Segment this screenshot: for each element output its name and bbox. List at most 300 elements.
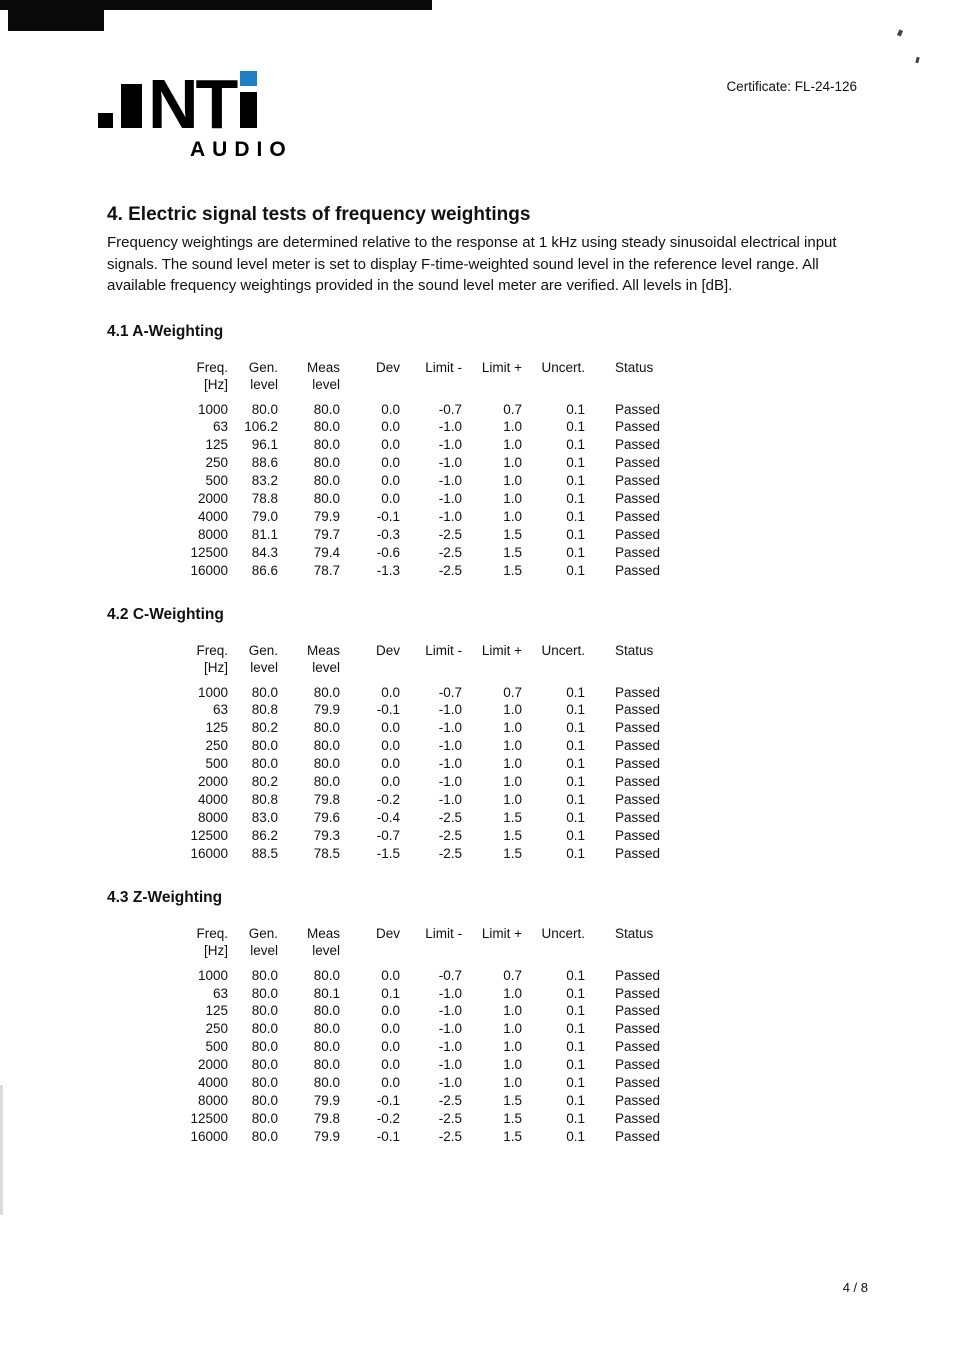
logo-bar-icon <box>98 113 113 128</box>
scan-artifact <box>8 4 104 31</box>
value-cell: -2.5 <box>438 845 462 861</box>
column-subheader <box>400 942 462 967</box>
value-cell: -0.2 <box>376 1110 400 1126</box>
value-cell: 79.0 <box>251 508 278 524</box>
value-cell: 0.0 <box>381 491 400 507</box>
column-header: Status <box>615 359 654 375</box>
value-cell: 16000 <box>190 1128 228 1144</box>
table-row <box>182 544 705 562</box>
value-cell: 79.4 <box>313 544 340 560</box>
value-cell: 80.0 <box>313 437 340 453</box>
value-cell: 80.0 <box>251 1128 278 1144</box>
column-header: Status <box>615 642 654 658</box>
value-cell: 1.5 <box>503 827 522 843</box>
value-cell: 0.1 <box>566 1003 585 1019</box>
value-cell: 80.0 <box>251 401 278 417</box>
column-subheader: level <box>312 377 340 392</box>
status-cell: Passed <box>615 455 661 471</box>
value-cell: 80.0 <box>251 1039 278 1055</box>
value-cell: 4000 <box>197 1075 228 1091</box>
value-cell: 0.7 <box>503 967 522 983</box>
table-row <box>182 845 705 863</box>
value-cell: 0.1 <box>566 491 585 507</box>
column-header: Freq. <box>196 925 228 941</box>
column-subheader: level <box>312 660 340 676</box>
value-cell: 80.0 <box>313 1021 340 1037</box>
column-subheader <box>340 376 400 401</box>
value-cell: -1.0 <box>438 1057 462 1073</box>
value-cell: 79.3 <box>313 827 340 843</box>
value-cell: 0.1 <box>566 845 585 861</box>
value-cell: 1000 <box>197 401 228 417</box>
table-row <box>182 827 705 845</box>
column-subheader <box>585 942 705 967</box>
value-cell: 0.1 <box>566 702 585 718</box>
value-cell: 80.0 <box>251 1021 278 1037</box>
value-cell: 0.1 <box>566 792 585 807</box>
value-cell: 0.7 <box>503 684 522 700</box>
column-subheader <box>340 659 400 684</box>
column-header: Dev <box>375 642 400 658</box>
value-cell: 0.1 <box>566 1021 585 1037</box>
value-cell: 0.1 <box>566 809 585 825</box>
column-header: Gen. <box>248 642 278 658</box>
value-cell: 0.7 <box>503 401 522 417</box>
subsection-title: 4.2 C-Weighting <box>107 605 224 623</box>
column-subheader <box>462 376 522 401</box>
value-cell: 1.0 <box>503 702 522 718</box>
column-subheader <box>585 659 705 684</box>
value-cell: 63 <box>212 419 228 435</box>
logo-blue-dot-icon <box>240 71 257 86</box>
value-cell: 0.1 <box>566 1092 585 1108</box>
value-cell: 0.0 <box>381 1021 400 1037</box>
value-cell: 80.0 <box>251 738 278 754</box>
table-row <box>182 773 705 791</box>
value-cell: 1.0 <box>503 792 522 807</box>
value-cell: 80.0 <box>313 720 340 736</box>
value-cell: 80.0 <box>251 1110 278 1126</box>
table-row <box>182 1038 705 1056</box>
value-cell: 88.6 <box>251 455 278 471</box>
column-subheader: [Hz] <box>203 377 228 392</box>
value-cell: 80.0 <box>313 491 340 507</box>
weighting-section-c <box>107 606 859 863</box>
value-cell: 80.0 <box>251 1075 278 1091</box>
status-cell: Passed <box>615 1039 661 1055</box>
value-cell: -1.0 <box>438 720 462 736</box>
table-row <box>182 508 705 526</box>
value-cell: 1.0 <box>503 1057 522 1073</box>
value-cell: 250 <box>205 1021 228 1037</box>
table-row <box>182 418 705 436</box>
value-cell: 1.0 <box>503 491 522 507</box>
value-cell: 0.0 <box>381 419 400 435</box>
column-header: Gen. <box>248 925 278 941</box>
table-row <box>182 401 705 419</box>
value-cell: 1.0 <box>503 985 522 1001</box>
table-row <box>182 791 705 809</box>
value-cell: 12500 <box>190 544 228 560</box>
column-header: Limit - <box>425 925 462 941</box>
table-row <box>182 1110 705 1128</box>
value-cell: 0.0 <box>381 1075 400 1091</box>
status-cell: Passed <box>615 1128 661 1144</box>
value-cell: 0.0 <box>381 684 400 700</box>
value-cell: -1.0 <box>438 1039 462 1055</box>
value-cell: -0.6 <box>376 544 400 560</box>
value-cell: 1.0 <box>503 1021 522 1037</box>
value-cell: 0.0 <box>381 437 400 453</box>
value-cell: -1.0 <box>438 756 462 772</box>
value-cell: 250 <box>205 738 228 754</box>
value-cell: 63 <box>212 985 228 1001</box>
value-cell: 79.9 <box>313 508 340 524</box>
table-row <box>182 985 705 1003</box>
value-cell: -1.0 <box>438 985 462 1001</box>
column-subheader <box>585 376 705 401</box>
value-cell: 0.0 <box>381 738 400 754</box>
value-cell: 84.3 <box>251 544 278 560</box>
value-cell: 79.9 <box>313 1092 340 1108</box>
status-cell: Passed <box>615 809 661 825</box>
value-cell: 500 <box>205 1039 228 1055</box>
status-cell: Passed <box>615 792 661 807</box>
column-subheader <box>522 659 585 684</box>
status-cell: Passed <box>615 1003 661 1019</box>
value-cell: 0.1 <box>566 967 585 983</box>
value-cell: 0.0 <box>381 1039 400 1055</box>
column-header: Dev <box>375 925 400 941</box>
value-cell: 1.0 <box>503 720 522 736</box>
status-cell: Passed <box>615 419 661 435</box>
value-cell: 0.1 <box>566 1075 585 1091</box>
value-cell: -1.0 <box>438 508 462 524</box>
value-cell: 0.1 <box>566 455 585 471</box>
status-cell: Passed <box>615 526 661 542</box>
value-cell: 500 <box>205 756 228 772</box>
a-weighting-table <box>182 359 705 580</box>
value-cell: -0.1 <box>376 1092 400 1108</box>
value-cell: 83.2 <box>251 473 278 489</box>
value-cell: 1.0 <box>503 419 522 435</box>
value-cell: 0.1 <box>566 774 585 790</box>
column-subheader: level <box>250 377 278 392</box>
nti-audio-logo <box>98 65 293 162</box>
value-cell: -1.0 <box>438 1075 462 1091</box>
value-cell: -1.0 <box>438 437 462 453</box>
value-cell: 0.0 <box>381 455 400 471</box>
value-cell: 0.1 <box>566 1039 585 1055</box>
value-cell: 0.1 <box>566 827 585 843</box>
table-row <box>182 490 705 508</box>
value-cell: 80.1 <box>313 985 340 1001</box>
value-cell: 80.0 <box>251 967 278 983</box>
value-cell: 0.0 <box>381 756 400 772</box>
value-cell: 80.0 <box>313 1075 340 1091</box>
table-row <box>182 1020 705 1038</box>
value-cell: 86.6 <box>251 562 278 578</box>
value-cell: -2.5 <box>438 827 462 843</box>
value-cell: 4000 <box>197 792 228 807</box>
value-cell: -2.5 <box>438 1092 462 1108</box>
table-row <box>182 737 705 755</box>
status-cell: Passed <box>615 738 661 754</box>
value-cell: 80.0 <box>251 684 278 700</box>
column-subheader: level <box>312 943 340 959</box>
column-subheader <box>340 942 400 967</box>
status-cell: Passed <box>615 1110 661 1126</box>
value-cell: -2.5 <box>438 526 462 542</box>
status-cell: Passed <box>615 1057 661 1073</box>
value-cell: 0.1 <box>566 419 585 435</box>
column-header: Gen. <box>248 359 278 375</box>
value-cell: 125 <box>205 1003 228 1019</box>
value-cell: -0.7 <box>438 401 462 417</box>
value-cell: -0.4 <box>376 809 400 825</box>
value-cell: 0.0 <box>381 473 400 489</box>
table-row <box>182 809 705 827</box>
column-header: Meas <box>306 925 340 941</box>
column-header: Limit - <box>425 642 462 658</box>
value-cell: 80.0 <box>313 473 340 489</box>
value-cell: -1.0 <box>438 491 462 507</box>
table-row <box>182 472 705 490</box>
value-cell: 80.0 <box>251 756 278 772</box>
value-cell: 0.0 <box>381 720 400 736</box>
value-cell: 1.5 <box>503 809 522 825</box>
column-header: Limit + <box>481 359 522 375</box>
table-row <box>182 526 705 544</box>
column-subheader <box>400 659 462 684</box>
value-cell: 1.0 <box>503 455 522 471</box>
status-cell: Passed <box>615 827 661 843</box>
value-cell: 250 <box>205 455 228 471</box>
value-cell: -1.0 <box>438 702 462 718</box>
status-cell: Passed <box>615 1075 661 1091</box>
value-cell: 8000 <box>197 809 228 825</box>
status-cell: Passed <box>615 720 661 736</box>
table-row <box>182 1092 705 1110</box>
value-cell: 16000 <box>190 845 228 861</box>
value-cell: -0.7 <box>376 827 400 843</box>
value-cell: 1.5 <box>503 562 522 578</box>
intro-paragraph: Frequency weightings are determined relative to the response at 1 kHz using steady sinusoidal electrical input signals. The sound level meter is set to display F-time-weighted sound level in the reference level range. All available frequency weightings provided in the sound level meter are verified. All levels in [dB]. <box>107 234 837 294</box>
status-cell: Passed <box>615 473 661 489</box>
value-cell: 80.0 <box>251 1092 278 1108</box>
value-cell: 80.0 <box>313 738 340 754</box>
column-header: Uncert. <box>541 359 585 375</box>
c-weighting-table <box>182 642 705 863</box>
weighting-section-z <box>107 889 859 1146</box>
table-row <box>182 1074 705 1092</box>
value-cell: 8000 <box>197 1092 228 1108</box>
value-cell: 80.0 <box>313 1039 340 1055</box>
status-cell: Passed <box>615 508 661 524</box>
value-cell: 78.5 <box>313 845 340 861</box>
value-cell: -0.2 <box>376 792 400 807</box>
table-row <box>182 562 705 580</box>
value-cell: -1.0 <box>438 1003 462 1019</box>
column-header: Freq. <box>196 642 228 658</box>
value-cell: 1.5 <box>503 1110 522 1126</box>
column-header: Limit + <box>481 642 522 658</box>
value-cell: 80.2 <box>251 774 278 790</box>
logo-audio-text: AUDIO <box>190 138 293 161</box>
column-header: Freq. <box>196 359 228 375</box>
column-header: Limit - <box>425 359 462 375</box>
value-cell: 0.1 <box>566 562 585 578</box>
logo-wordmark: NT <box>98 84 293 128</box>
value-cell: 1.0 <box>503 756 522 772</box>
value-cell: -2.5 <box>438 1128 462 1144</box>
value-cell: 1.0 <box>503 1003 522 1019</box>
value-cell: 79.6 <box>313 809 340 825</box>
value-cell: -0.1 <box>376 702 400 718</box>
value-cell: -0.3 <box>376 526 400 542</box>
value-cell: 106.2 <box>244 419 278 435</box>
column-header: Meas <box>306 642 340 658</box>
column-subheader: [Hz] <box>203 943 228 959</box>
scan-edge-shadow <box>0 1085 3 1215</box>
document-body <box>107 204 859 1146</box>
column-subheader <box>462 659 522 684</box>
table-row <box>182 967 705 985</box>
value-cell: 0.1 <box>566 401 585 417</box>
status-cell: Passed <box>615 774 661 790</box>
logo-bar-icon <box>121 84 142 128</box>
subsection-title: 4.3 Z-Weighting <box>107 888 223 906</box>
value-cell: 0.1 <box>566 684 585 700</box>
value-cell: 1.5 <box>503 845 522 861</box>
value-cell: 1.0 <box>503 437 522 453</box>
value-cell: 0.1 <box>566 508 585 524</box>
column-subheader: level <box>250 660 278 676</box>
status-cell: Passed <box>615 845 661 861</box>
value-cell: 0.1 <box>566 738 585 754</box>
status-cell: Passed <box>615 491 661 507</box>
value-cell: 0.1 <box>566 985 585 1001</box>
value-cell: -2.5 <box>438 809 462 825</box>
value-cell: 80.8 <box>251 702 278 718</box>
table-row <box>182 1002 705 1020</box>
value-cell: 1.0 <box>503 508 522 524</box>
value-cell: 80.0 <box>251 985 278 1001</box>
value-cell: -1.0 <box>438 419 462 435</box>
value-cell: 78.8 <box>251 491 278 507</box>
column-header: Uncert. <box>541 925 585 941</box>
column-subheader <box>522 942 585 967</box>
value-cell: 1000 <box>197 967 228 983</box>
value-cell: -0.7 <box>438 684 462 700</box>
value-cell: 2000 <box>197 774 228 790</box>
value-cell: 0.1 <box>566 526 585 542</box>
value-cell: 80.0 <box>313 684 340 700</box>
value-cell: 80.0 <box>313 1003 340 1019</box>
value-cell: 80.0 <box>313 756 340 772</box>
subsection-title: 4.1 A-Weighting <box>107 322 224 340</box>
value-cell: 80.0 <box>251 1057 278 1073</box>
value-cell: 79.9 <box>313 1128 340 1144</box>
value-cell: 12500 <box>190 1110 228 1126</box>
status-cell: Passed <box>615 756 661 772</box>
column-header: Dev <box>375 359 400 375</box>
value-cell: 500 <box>205 473 228 489</box>
value-cell: -1.3 <box>376 562 400 578</box>
value-cell: 63 <box>212 702 228 718</box>
value-cell: 16000 <box>190 562 228 578</box>
status-cell: Passed <box>615 562 661 578</box>
column-header: Status <box>615 925 654 941</box>
value-cell: -2.5 <box>438 1110 462 1126</box>
value-cell: 79.9 <box>313 702 340 718</box>
weighting-section-a <box>107 323 859 580</box>
section-heading: 4. Electric signal tests of frequency weightings <box>107 204 531 225</box>
column-header: Uncert. <box>541 642 585 658</box>
value-cell: 1.0 <box>503 1075 522 1091</box>
value-cell: 1.5 <box>503 1092 522 1108</box>
status-cell: Passed <box>615 401 661 417</box>
status-cell: Passed <box>615 985 661 1001</box>
value-cell: 80.0 <box>313 967 340 983</box>
table-row <box>182 701 705 719</box>
value-cell: -1.0 <box>438 455 462 471</box>
certificate-number: Certificate: FL-24-126 <box>726 79 857 94</box>
value-cell: -0.1 <box>376 1128 400 1144</box>
value-cell: 80.0 <box>313 419 340 435</box>
value-cell: 0.1 <box>566 720 585 736</box>
value-cell: 83.0 <box>251 809 278 825</box>
value-cell: 81.1 <box>251 526 278 542</box>
value-cell: 80.0 <box>313 455 340 471</box>
page-number: 4 / 8 <box>842 1280 868 1295</box>
value-cell: -1.0 <box>438 774 462 790</box>
value-cell: -1.0 <box>438 738 462 754</box>
z-weighting-table <box>182 925 705 1146</box>
table-row <box>182 719 705 737</box>
table-row <box>182 1128 705 1146</box>
status-cell: Passed <box>615 437 661 453</box>
value-cell: 1.5 <box>503 1128 522 1144</box>
value-cell: 12500 <box>190 827 228 843</box>
column-subheader: [Hz] <box>203 660 228 676</box>
logo-letter-i-icon <box>240 92 257 128</box>
value-cell: 86.2 <box>251 827 278 843</box>
value-cell: 2000 <box>197 491 228 507</box>
value-cell: 4000 <box>197 508 228 524</box>
value-cell: -2.5 <box>438 544 462 560</box>
scan-speck <box>897 29 903 36</box>
value-cell: 1.0 <box>503 473 522 489</box>
value-cell: -2.5 <box>438 562 462 578</box>
value-cell: 96.1 <box>251 437 278 453</box>
value-cell: 1.5 <box>503 544 522 560</box>
value-cell: 1000 <box>197 684 228 700</box>
table-row <box>182 436 705 454</box>
status-cell: Passed <box>615 544 661 560</box>
value-cell: -0.1 <box>376 508 400 524</box>
value-cell: -1.5 <box>376 845 400 861</box>
column-subheader <box>462 942 522 967</box>
column-subheader: level <box>250 943 278 959</box>
value-cell: -1.0 <box>438 792 462 807</box>
table-row <box>182 1056 705 1074</box>
status-cell: Passed <box>615 702 661 718</box>
status-cell: Passed <box>615 1092 661 1108</box>
status-cell: Passed <box>615 1021 661 1037</box>
column-header: Meas <box>306 359 340 375</box>
value-cell: 80.0 <box>313 1057 340 1073</box>
